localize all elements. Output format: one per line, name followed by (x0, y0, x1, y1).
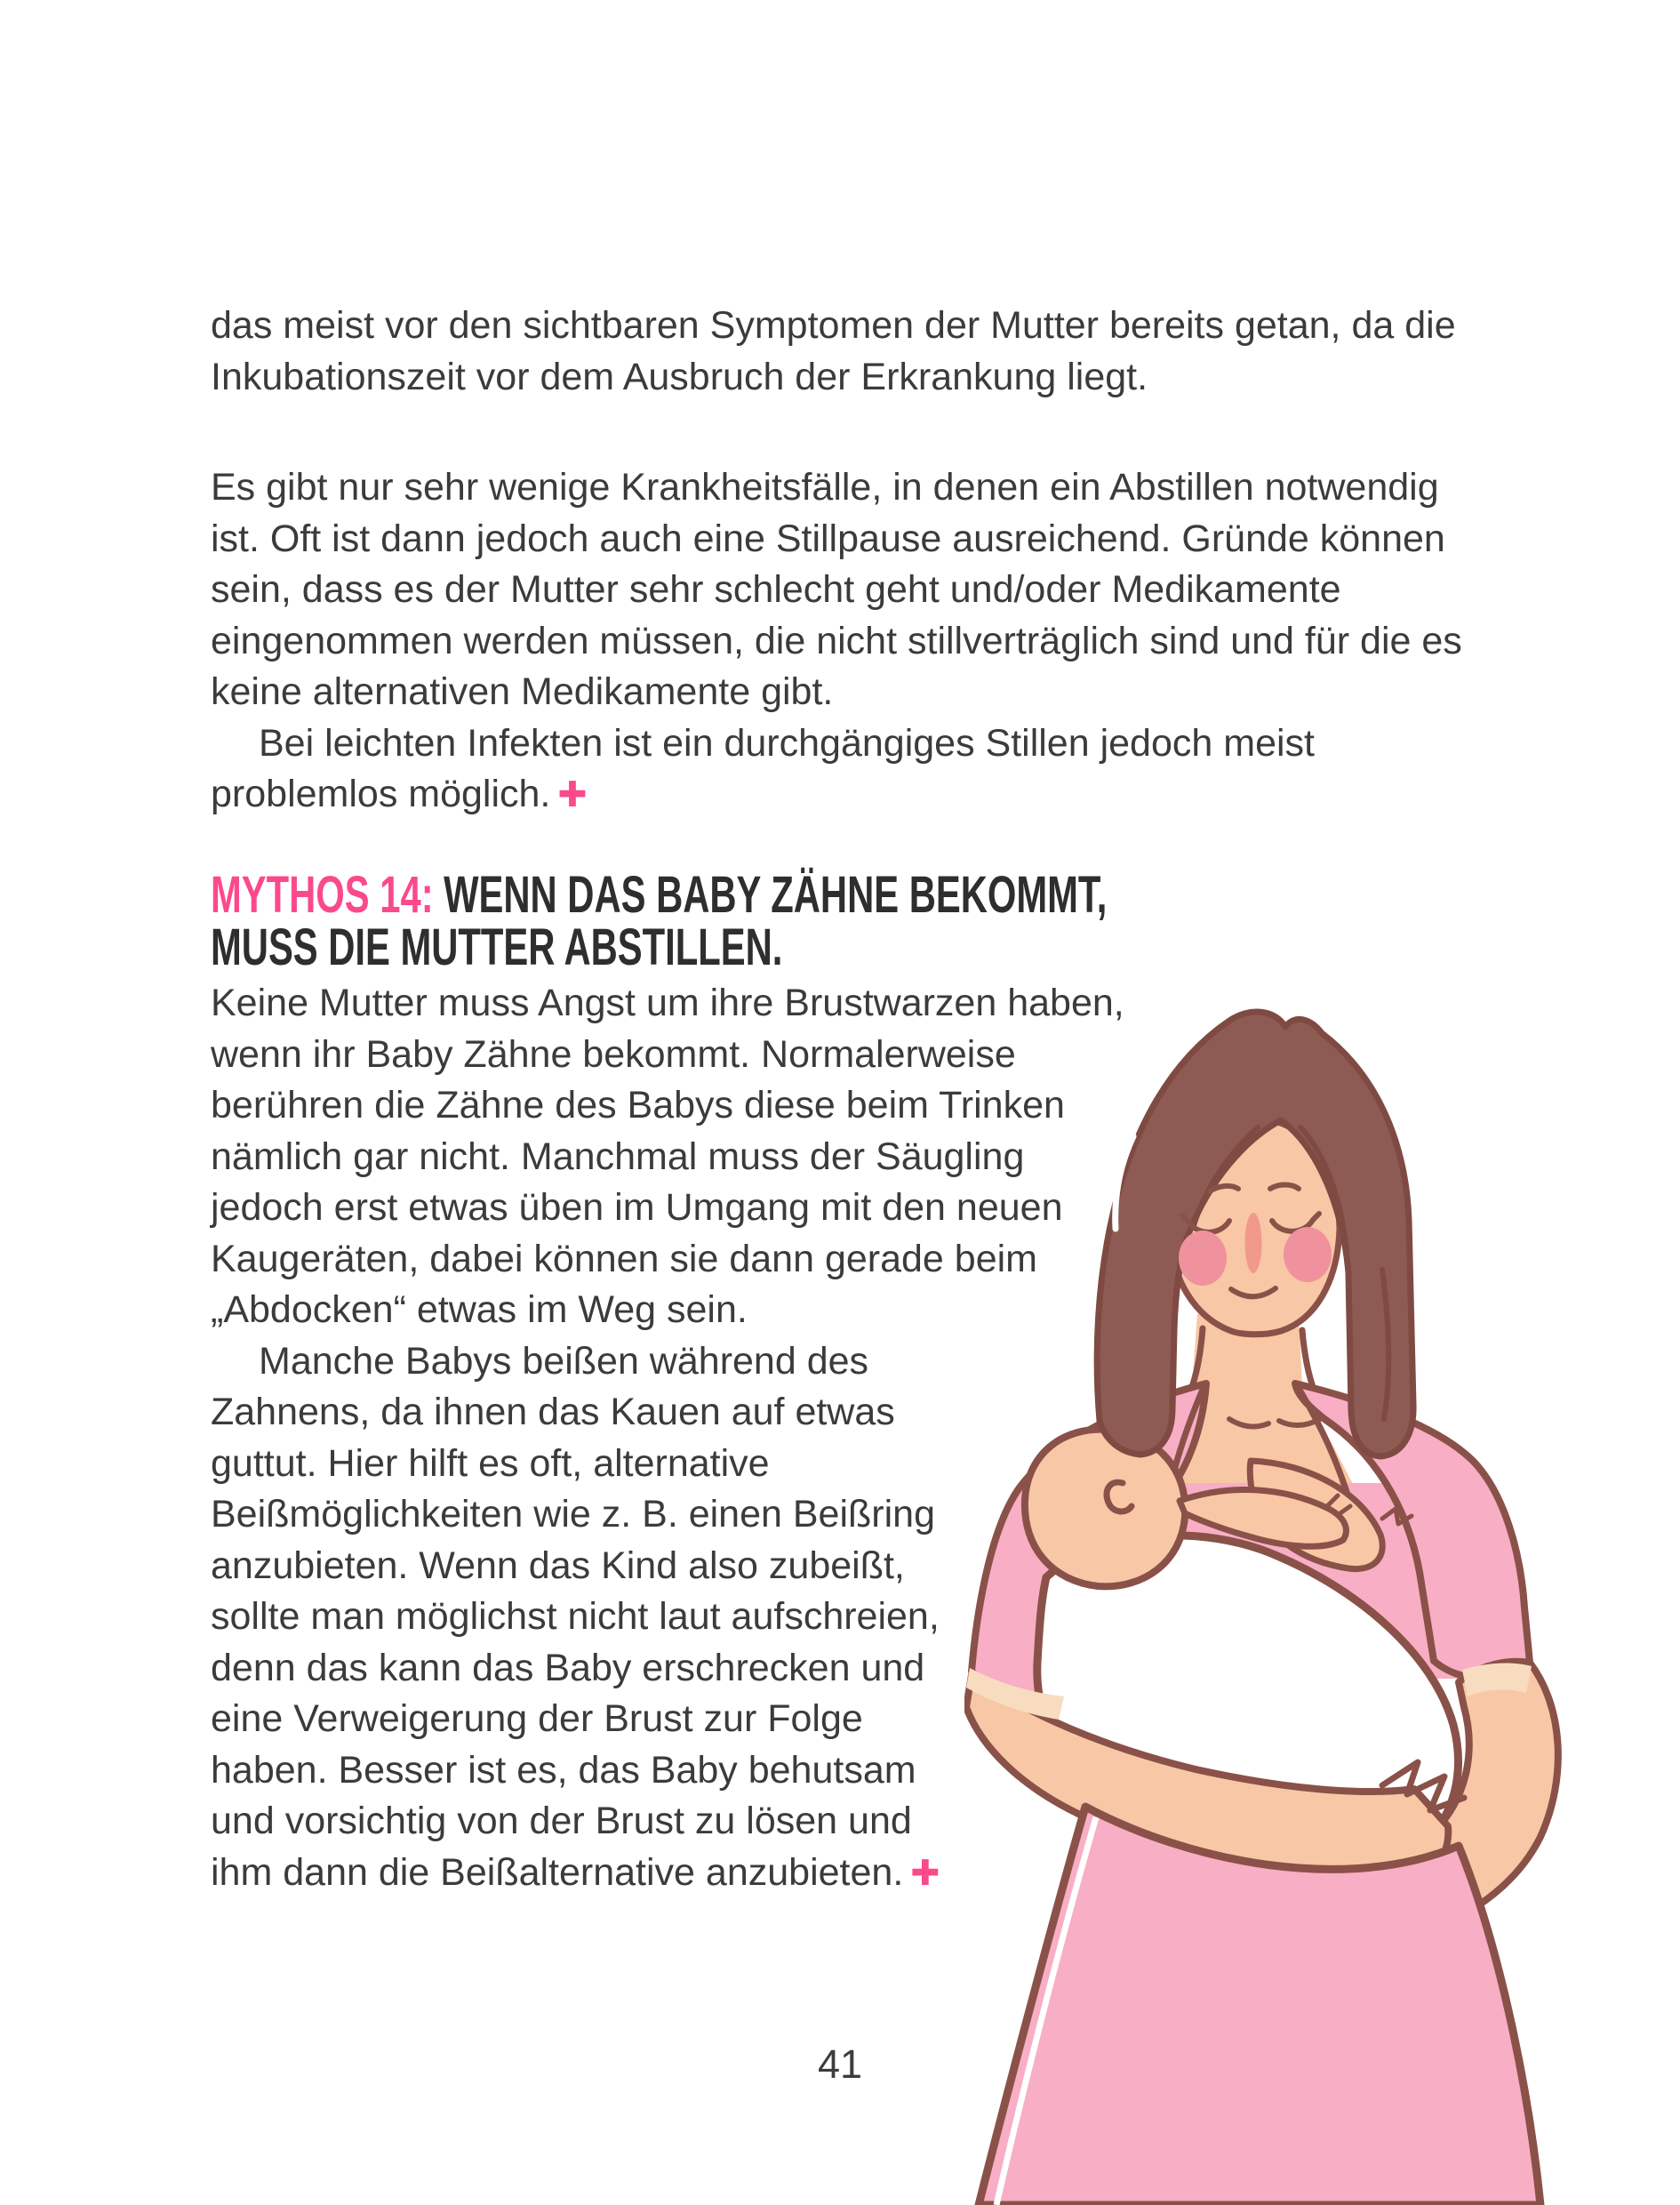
myth-label: MYTHOS 14: (211, 866, 434, 924)
myth-heading-line1 (211, 866, 1260, 924)
myth-heading (211, 866, 1668, 976)
myth-title-line2: MUSS DIE MUTTER ABSTILLEN. (211, 918, 783, 976)
pink-cross-icon: ✚ (910, 1853, 940, 1893)
pink-cross-icon: ✚ (557, 775, 588, 814)
myth-heading-line2 (211, 918, 1260, 976)
paragraph-text: Bei leichten Infekten ist ein durchgängiges Stillen jedoch meist problemlos möglich. ✚ (211, 721, 1315, 815)
myth-title-line1: WENN DAS BABY ZÄHNE BEKOMMT, (444, 866, 1108, 924)
mother-breastfeeding-illustration-svg (964, 1003, 1676, 2205)
intro-paragraph-2 (211, 462, 1468, 822)
baby-head (1025, 1430, 1185, 1587)
blush-left (1179, 1231, 1227, 1286)
nose (1245, 1213, 1262, 1273)
blush-right (1284, 1227, 1332, 1282)
intro-paragraph-1 (211, 301, 1468, 403)
mother-breastfeeding-illustration (964, 1003, 1676, 2205)
paragraph-text: Es gibt nur sehr wenige Krankheitsfälle, in denen ein Abstillen notwendig ist. Oft ist dann jedoch auch eine Stillpause ausreichend. Gründe können sein, dass es der Mutter sehr schlecht geht und/oder Medikamente eingenommen werden müssen, die nicht stillverträglich sind und für die es keine alternativen Medikamente gibt. (211, 466, 1462, 713)
paragraph-text: das meist vor den sichtbaren Symptomen der Mutter bereits getan, da die Inkubationszeit vor dem Ausbruch der Erkrankung liegt. (211, 304, 1456, 398)
paragraph-text: Keine Mutter muss Angst um ihre Brustwarzen haben, wenn ihr Baby Zähne bekommt. Normalerweise berühren die Zähne des Babys diese beim Trinken nämlich gar nicht. Manchmal muss der Säugling jedoch erst etwas üben im Umgang mit den neuen Kaugeräten, dabei können sie dann gerade beim „Abdocken“ etwas im Weg sein. (211, 982, 1124, 1331)
paragraph-text: Manche Babys beißen während des Zahnens, da ihnen das Kauen auf etwas guttut. Hier hilft es oft, alternative Beißmöglichkeiten wie z. B. einen Beißring anzubieten. Wenn das Kind also zubeißt, sollte man möglichst nicht laut aufschreien, denn das kann das Baby erschrecken und eine Verweigerung der Brust zur Folge haben. Besser ist es, das Baby behutsam und vorsichtig von der Brust zu lösen und ihm dann die Beißalternative anzubieten. ✚ (211, 1339, 940, 1894)
skirt (979, 1807, 1540, 2205)
page-number: 41 (817, 2041, 863, 2087)
